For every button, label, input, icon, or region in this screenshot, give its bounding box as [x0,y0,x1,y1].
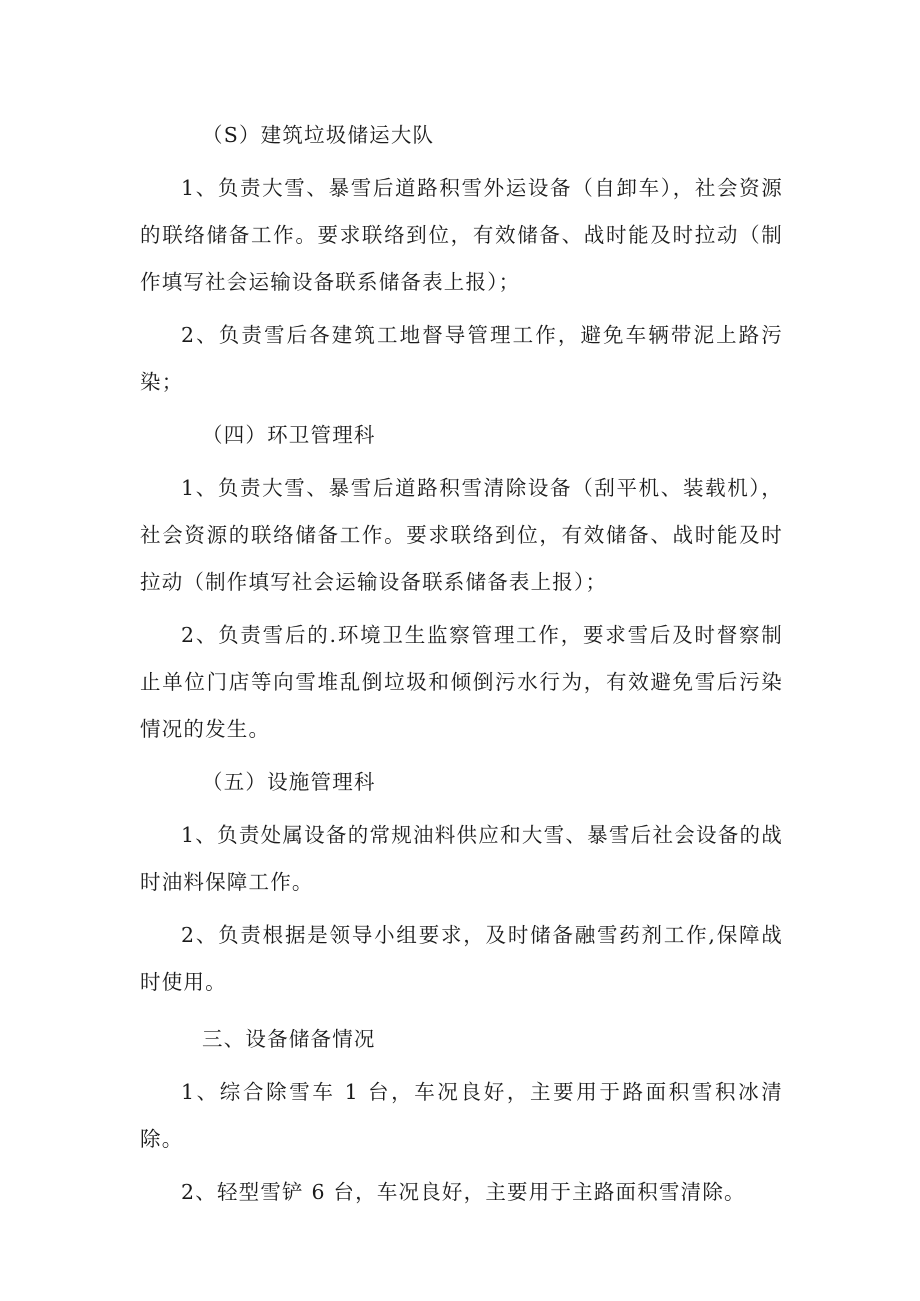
paragraph: 1、负责大雪、暴雪后道路积雪清除设备（刮平机、装载机），社会资源的联络储备工作。要求联络到位，有效储备、战时能及时拉动（制作填写社会运输设备联系储备表上报）； [140,476,783,594]
paragraph: 2、轻型雪铲 6 台，车况良好，主要用于主路面积雪清除。 [181,1180,746,1204]
paragraph: 1、负责处属设备的常规油料供应和大雪、暴雪后社会设备的战时油料保障工作。 [140,823,783,894]
paragraph: 2、负责雪后各建筑工地督导管理工作，避免车辆带泥上路污染； [140,323,783,394]
paragraph: 1、负责大雪、暴雪后道路积雪外运设备（自卸车），社会资源的联络储备工作。要求联络到位，有效储备、战时能及时拉动（制作填写社会运输设备联系储备表上报）； [140,176,783,294]
section-heading-construction-waste: （S）建筑垃圾储运大队 [202,123,435,147]
paragraph: 2、负责雪后的.环境卫生监察管理工作，要求雪后及时督察制止单位门店等向雪堆乱倒垃圾和倾倒污水行为，有效避免雪后污染情况的发生。 [140,623,783,741]
section-heading-facilities: （五）设施管理科 [202,770,376,794]
paragraph: 1、综合除雪车 1 台，车况良好，主要用于路面积雪积冰清除。 [140,1080,783,1151]
document-body [140,112,783,1222]
section-heading-sanitation: （四）环卫管理科 [202,423,376,447]
section-heading-equipment-reserve: 三、设备储备情况 [202,1027,376,1051]
paragraph: 2、负责根据是领导小组要求，及时储备融雪药剂工作,保障战时使用。 [140,923,783,994]
